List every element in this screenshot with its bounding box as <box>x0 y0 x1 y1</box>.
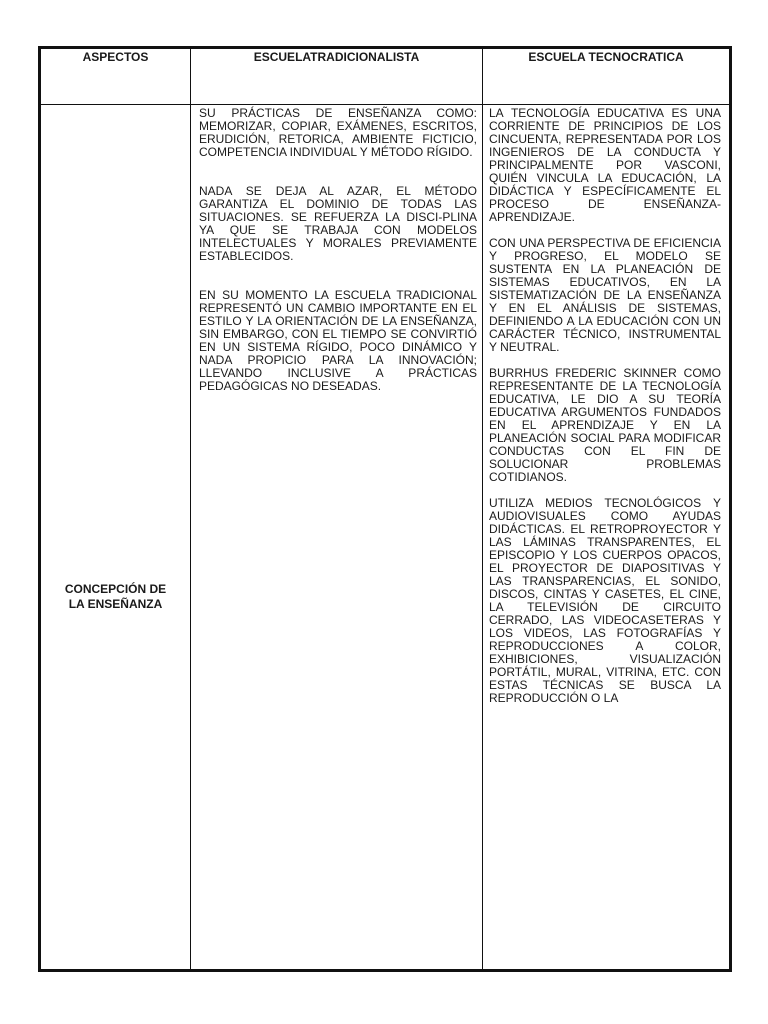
tradicionalista-paragraph-3: EN SU MOMENTO LA ESCUELA TRADICIONAL REPRESENTÓ UN CAMBIO IMPORTANTE EN EL ESTILO Y LA ORIENTACIÓN DE LA ENSEÑANZA, SIN EMBARGO, CON EL TIEMPO SE CONVIRTIÓ EN UN SISTEMA RÍGIDO, POCO DINÁMICO Y NADA PROPICIO PARA LA INNOVACIÓN; LLEVANDO INCLUSIVE A PRÁCTICAS PEDAGÓGICAS NO DESEADAS. <box>199 288 477 393</box>
tradicionalista-paragraph-2: NADA SE DEJA AL AZAR, EL MÉTODO GARANTIZA EL DOMINIO DE TODAS LAS SITUACIONES. SE REFUERZA LA DISCI-PLINA YA QUE SE TRABAJA CON MODELOS INTELECTUALES Y MORALES PREVIAMENTE ESTABLECIDOS. <box>199 184 477 263</box>
tecnocratica-paragraph-2: CON UNA PERSPECTIVA DE EFICIENCIA Y PROGRESO, EL MODELO SE SUSTENTA EN LA PLANEACIÓN DE SISTEMAS EDUCATIVOS, EN LA SISTEMATIZACIÓN DE LA ENSEÑANZA Y EN EL ANÁLISIS DE SISTEMAS, DEFINIENDO A LA EDUCACIÓN CON UN CARÁCTER TÉCNICO, INSTRUMENTAL Y NEUTRAL. <box>489 236 721 354</box>
header-aspectos: ASPECTOS <box>41 49 191 105</box>
aspect-label-line1: CONCEPCIÓN DE <box>64 582 167 596</box>
tecnocratica-paragraph-1: LA TECNOLOGÍA EDUCATIVA ES UNA CORRIENTE DE PRINCIPIOS DE LOS CINCUENTA, REPRESENTADA POR LOS INGENIEROS DE LA CONDUCTA Y PRINCIPALMENTE POR VASCONI, QUIÉN VINCULA LA EDUCACIÓN, LA DIDÁCTICA Y ESPECÍFICAMENTE EL PROCESO DE ENSEÑANZA-APRENDIZAJE. <box>489 106 721 224</box>
aspect-label-line2: LA ENSEÑANZA <box>68 597 163 611</box>
tecnocratica-paragraph-4: UTILIZA MEDIOS TECNOLÓGICOS Y AUDIOVISUALES COMO AYUDAS DIDÁCTICAS. EL RETROPROYECTOR Y LAS LÁMINAS TRANSPARENTES, EL EPISCOPIO Y LOS CUERPOS OPACOS, EL PROYECTOR DE DIAPOSITIVAS Y LAS TRANSPARENCIAS, EL SONIDO, DISCOS, CINTAS Y CASETES, EL CINE, LA TELEVISIÓN DE CIRCUITO CERRADO, LAS VIDEOCASETERAS Y LOS VIDEOS, LAS FOTOGRAFÍAS Y REPRODUCCIONES A COLOR, EXHIBICIONES, VISUALIZACIÓN PORTÁTIL, MURAL, VITRINA, ETC. CON ESTAS TÉCNICAS SE BUSCA LA REPRODUCCIÓN O LA <box>489 496 721 705</box>
header-row <box>41 49 730 105</box>
table-row <box>41 105 730 970</box>
header-tradicionalista: ESCUELATRADICIONALISTA <box>191 49 483 105</box>
tecnocratica-paragraph-3: BURRHUS FREDERIC SKINNER COMO REPRESENTANTE DE LA TECNOLOGÍA EDUCATIVA, LE DIO A SU TEORÍA EDUCATIVA ARGUMENTOS FUNDADOS EN EL APRENDIZAJE Y EN LA PLANEACIÓN SOCIAL PARA MODIFICAR CONDUCTAS CON EL FIN DE SOLUCIONAR PROBLEMAS COTIDIANOS. <box>489 366 721 484</box>
tradicionalista-paragraph-1: SU PRÁCTICAS DE ENSEÑANZA COMO: MEMORIZAR, COPIAR, EXÁMENES, ESCRITOS, ERUDICIÓN, RETORICA, AMBIENTE FICTICIO, COMPETENCIA INDIVIDUAL Y MÉTODO RÍGIDO. <box>199 106 477 159</box>
comparison-table <box>40 48 730 970</box>
aspect-cell <box>41 105 191 970</box>
document-page <box>38 46 732 972</box>
tradicionalista-cell <box>191 105 483 970</box>
header-tecnocratica: ESCUELA TECNOCRATICA <box>483 49 730 105</box>
tecnocratica-cell <box>483 105 730 970</box>
